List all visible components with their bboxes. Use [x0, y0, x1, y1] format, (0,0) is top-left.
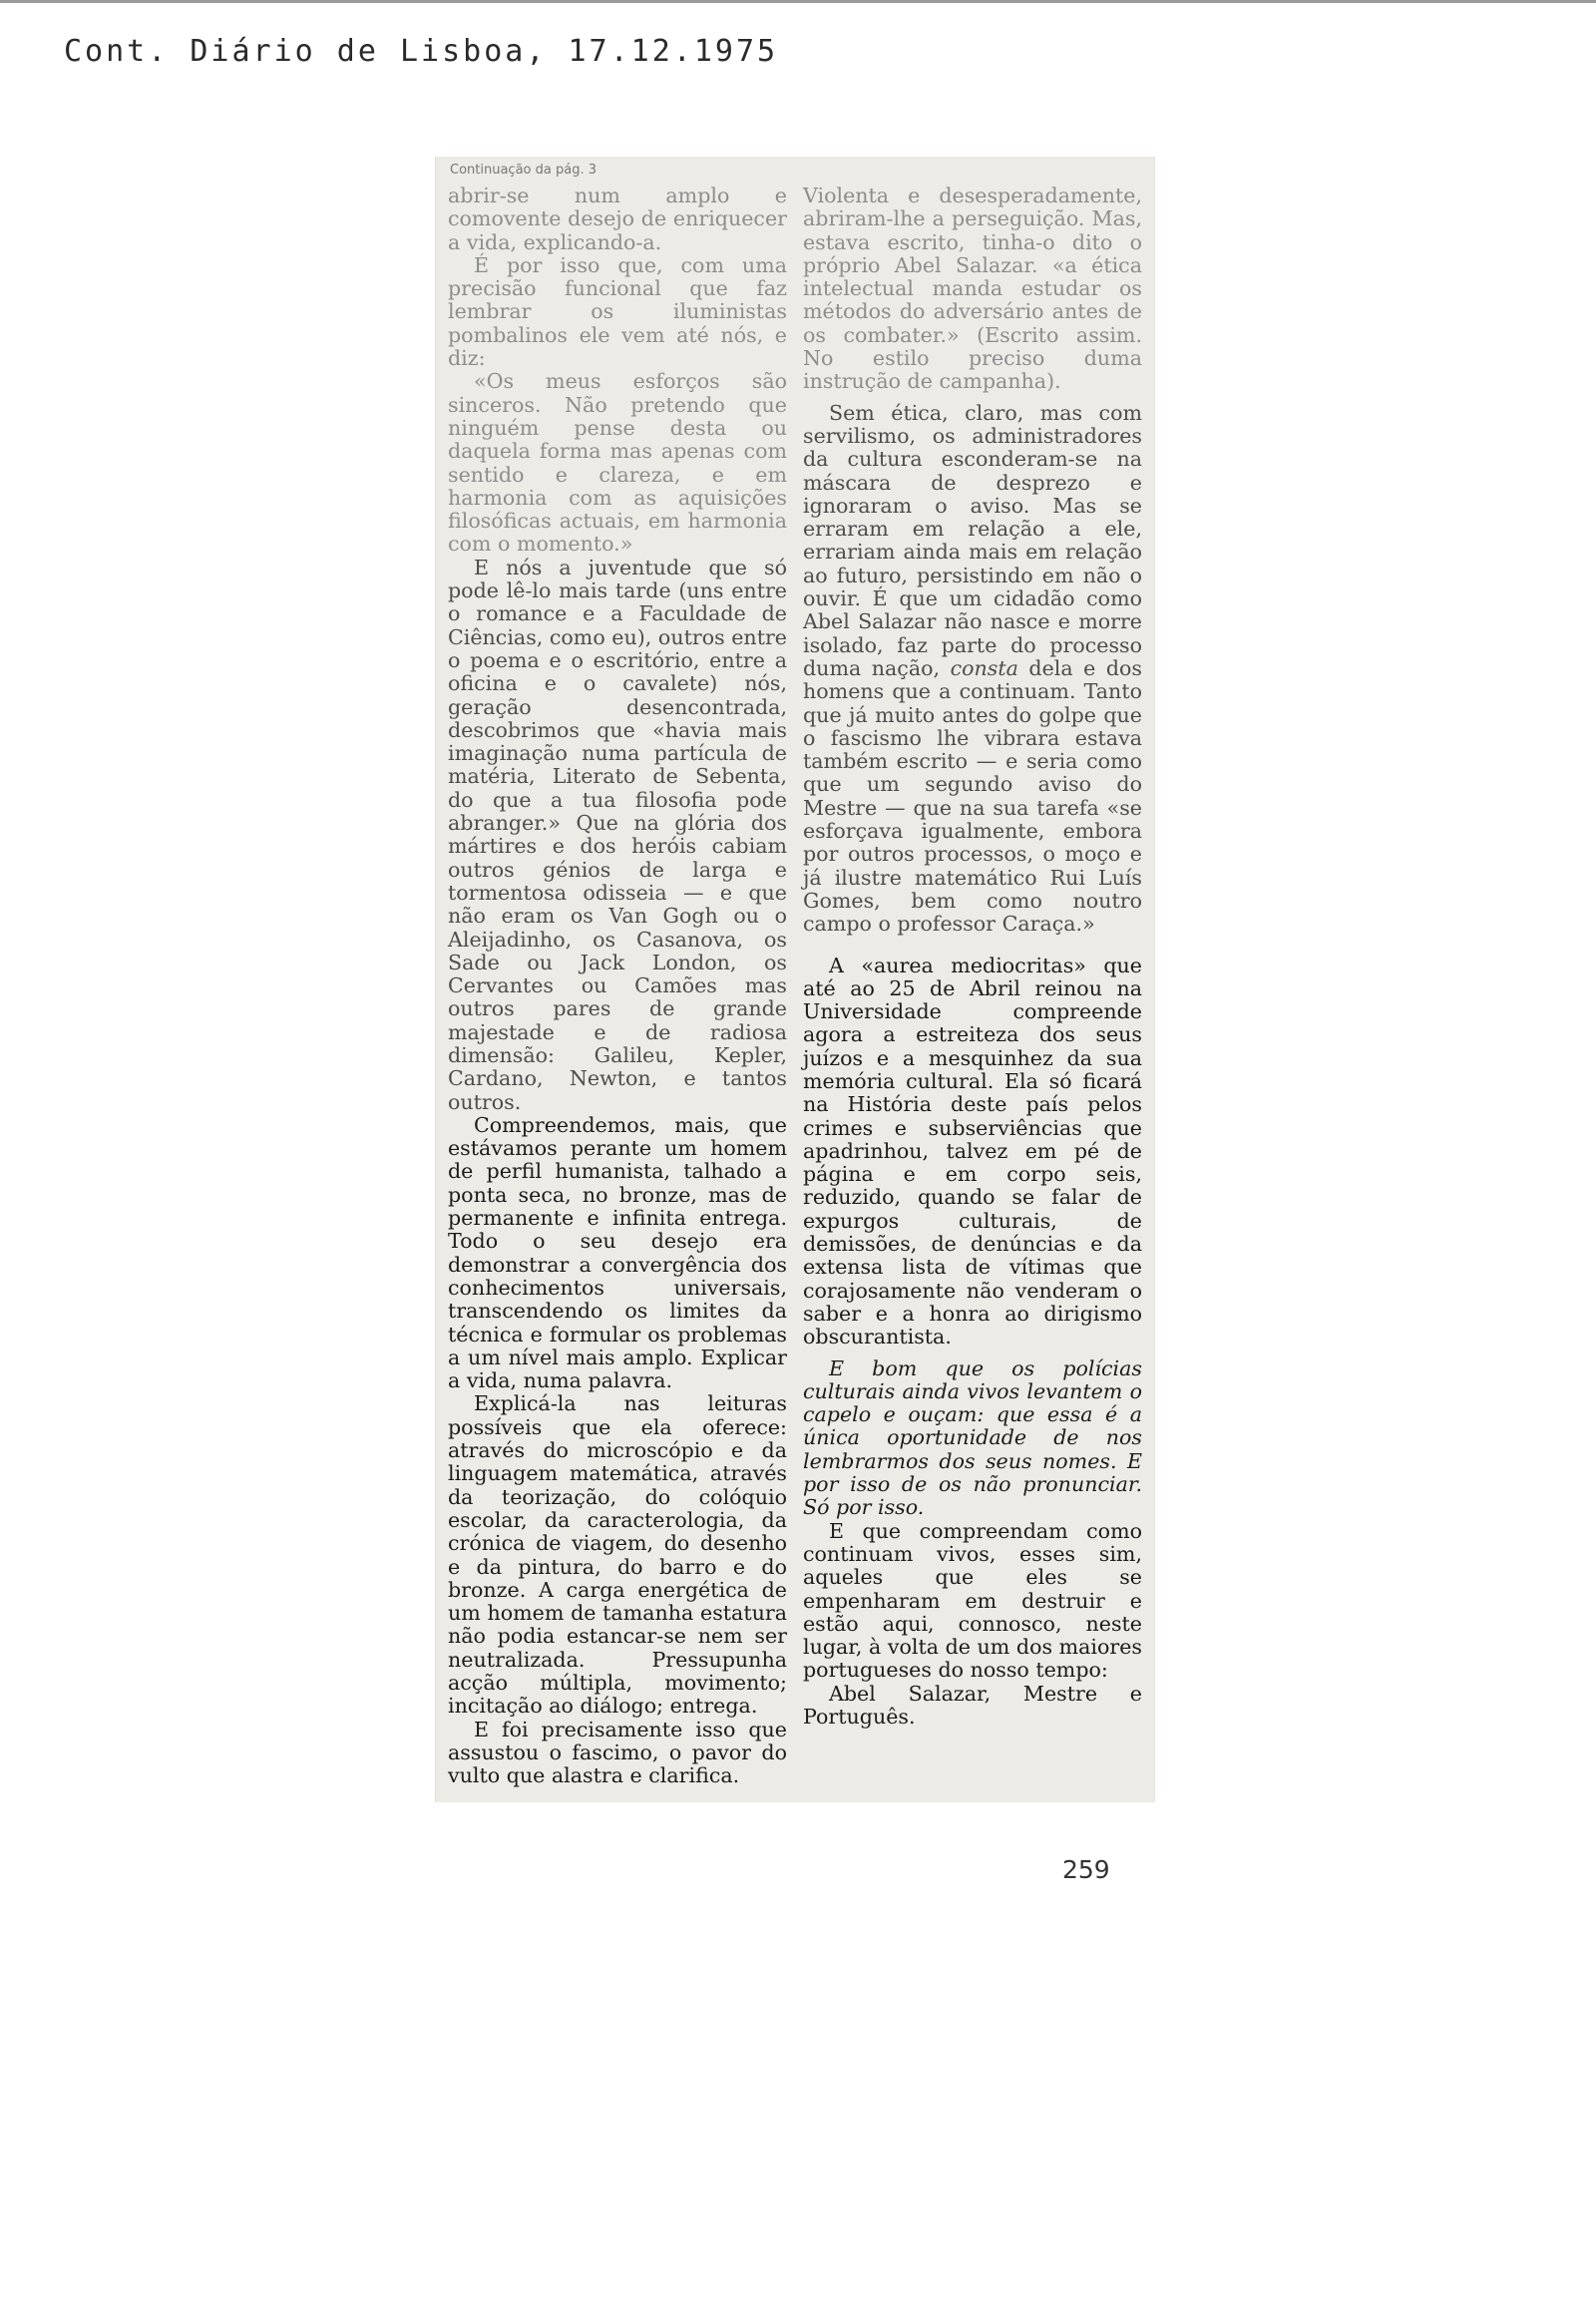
newspaper-clipping [435, 157, 1155, 1802]
paragraph [803, 402, 1142, 937]
paragraph-text: Sem ética, claro, mas com servilismo, os administradores da cultura esconderam-se na máscara de desprezo e ignoraram o aviso. Mas se erraram em relação a ele, errariam ainda mais em relação ao futuro, persistindo em não o ouvir. É que um cidadão como Abel Salazar não nasce e morre isolado, faz parte do processo duma nação, [803, 400, 1142, 680]
document-header: Cont. Diário de Lisboa, 17.12.1975 [64, 34, 779, 69]
paragraph: abrir-se num amplo e comovente desejo de enriquecer a vida, explicando-a. [448, 184, 787, 254]
right-column [803, 185, 1142, 1729]
paragraph: A «aurea mediocritas» que até ao 25 de Abril reinou na Universidade compreende agora a estreiteza dos seus juízos e a mesquinhez da sua memória cultural. Ela só ficará na História deste país pelos crimes e subserviências que apadrinhou, talvez em pé de página e em corpo seis, reduzido, quando se falar de expurgos culturais, de demissões, de denúncias e da extensa lista de vítimas que corajosamente não venderam o saber e a honra ao dirigismo obscurantista. [803, 953, 1142, 1350]
left-column [448, 185, 787, 1787]
paragraph: É por isso que, com uma precisão funcional que faz lembrar os iluministas pombalinos ele vem até nós, e diz: [448, 252, 787, 371]
paragraph: Explicá-la nas leituras possíveis que ela oferece: através do microscópio e da linguagem matemática, através da teorização, do colóquio escolar, da caracterologia, da crónica de viagem, do desenho e da pintura, do barro e do bronze. A carga energética de um homem de tamanha estatura não podia estancar-se nem ser neutralizada. Pressupunha acção múltipla, movimento; incitação ao diálogo; entrega. [448, 1391, 787, 1719]
paragraph: Violenta e desesperadamente, abriram-lhe a perseguição. Mas, estava escrito, tinha-o dito o próprio Abel Salazar. «a ética intelectual manda estudar os métodos do adversário antes de os combater.» (Escrito assim. No estilo preciso duma instrução de campanha). [803, 184, 1142, 394]
paragraph: E foi precisamente isso que assustou o fascimo, o pavor do vulto que alastra e clarifica. [448, 1717, 787, 1788]
continuation-caption: Continuação da pág. 3 [450, 163, 597, 178]
italic-word: consta [950, 655, 1018, 680]
paragraph: E nós a juventude que só pode lê-lo mais tarde (uns entre o romance e a Faculdade de Ciências, como eu), outros entre o poema e o escritório, entre a oficina e o cavalete) nós, geração desencontrada, descobrimos que «havia mais imaginação numa partícula de matéria, Literato de Sebenta, do que a tua filosofia pode abranger.» Que na glória dos mártires e dos heróis cabiam outros génios de larga e tormentosa odisseia — e que não eram os Van Gogh ou o Aleijadinho, os Casanova, os Sade ou Jack London, os Cervantes ou Camões mas outros pares de grande majestade e de radiosa dimensão: Galileu, Kepler, Cardano, Newton, e tantos outros. [448, 555, 787, 1114]
paragraph: Compreendemos, mais, que estávamos perante um homem de perfil humanista, talhado a ponta seca, no bronze, mas de permanente e infinita entrega. Todo o seu desejo era demonstrar a convergência dos conhecimentos universais, transcendendo os limites da técnica e formular os problemas a um nível mais amplo. Explicar a vida, numa palavra. [448, 1112, 787, 1393]
top-border-line [0, 0, 1596, 3]
paragraph: E que compreendam como continuam vivos, esses sim, aqueles que eles se empenharam em destruir e estão aqui, connosco, neste lugar, à volta de um dos maiores portugueses do nosso tempo: [803, 1518, 1142, 1683]
closing-line: Abel Salazar, Mestre e Português. [803, 1681, 1142, 1729]
paragraph-text: dela e dos homens que a continuam. Tanto que já muito antes do golpe que o fascismo lhe vibrara estava também escrito — e seria como que um segundo aviso do Mestre — que na sua tarefa «se esforçava igualmente, embora por outros processos, o moço e já ilustre matemático Rui Luís Gomes, bem como noutro campo o professor Caraça.» [803, 655, 1142, 937]
italic-paragraph: E bom que os polícias culturais ainda vivos levantem o capelo e ouçam: que essa é a única oportunidade de nos lembrarmos dos seus nomes. E por isso de os não pronunciar. Só por isso. [803, 1355, 1142, 1520]
page-number: 259 [1062, 1855, 1110, 1884]
quote-paragraph: «Os meus esforços são sinceros. Não pretendo que ninguém pense desta ou daquela forma mas apenas com sentido e clareza, e em harmonia com as aquisições filosóficas actuais, em harmonia com o momento.» [448, 369, 787, 557]
